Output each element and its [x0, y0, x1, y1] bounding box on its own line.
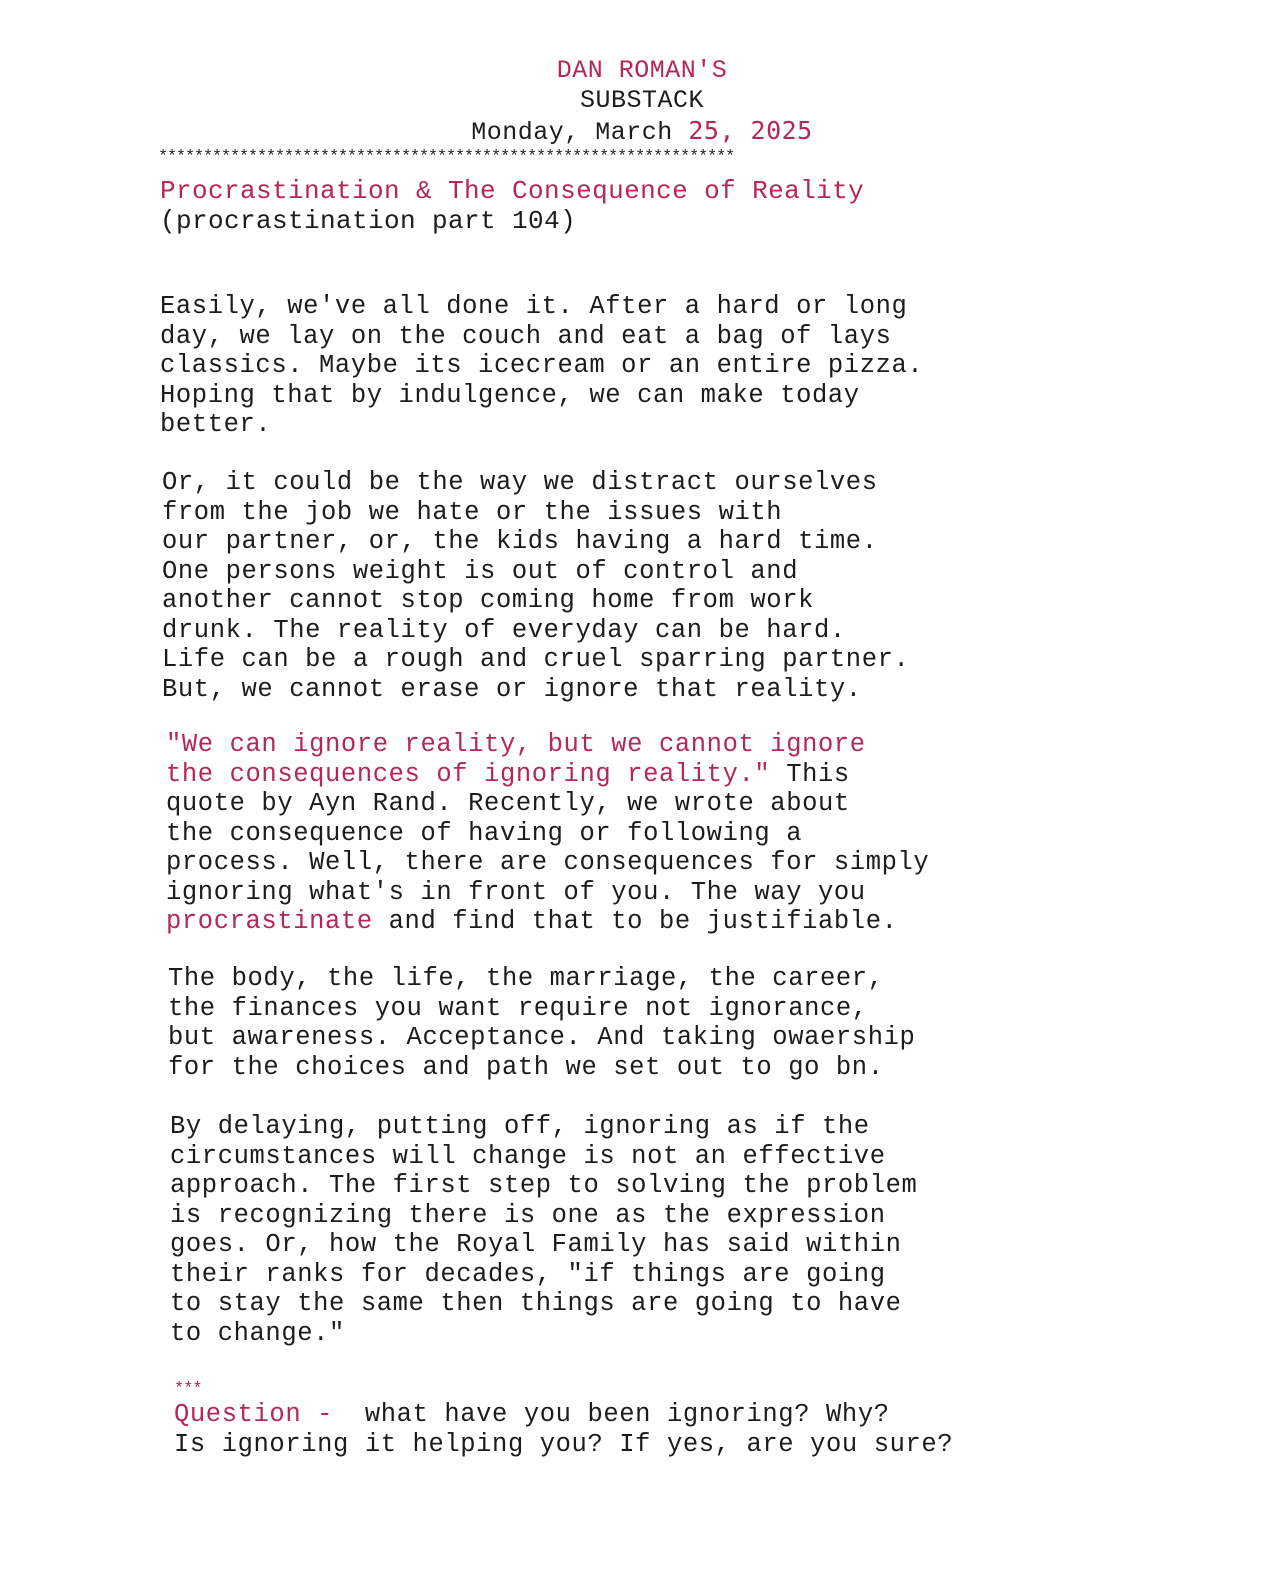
post-date [0, 116, 1284, 148]
question-line [174, 1400, 953, 1430]
paragraph-2 [162, 468, 909, 704]
paragraph-line: is recognizing there is one as the expression [170, 1200, 886, 1230]
paragraph-line: But, we cannot erase or ignore that reality. [162, 674, 862, 704]
author-name: DAN ROMAN'S [556, 56, 728, 85]
quote-attribution-start: This [770, 759, 850, 789]
question-text: what have you been ignoring? Why? [333, 1400, 890, 1429]
paragraph-5 [170, 1112, 917, 1348]
paragraph-line: to change." [170, 1318, 345, 1348]
paragraph-line: the finances you want require not ignorance, [168, 993, 868, 1023]
paragraph-4 [168, 964, 915, 1082]
quote-line: "We can ignore reality, but we cannot ignore [166, 730, 866, 759]
paragraph-line: but awareness. Acceptance. And taking owaership [168, 1023, 916, 1052]
paragraph-line: for the choices and path we set out to go bn. [168, 1052, 884, 1082]
paragraph-line: the consequence of having or following a [166, 818, 803, 848]
paragraph-line: Hoping that by indulgence, we can make today [160, 380, 860, 410]
paragraph-line: our partner, or, the kids having a hard time. [162, 527, 878, 556]
paragraph-line: from the job we hate or the issues with [162, 497, 783, 527]
paragraph-line: drunk. The reality of everyday can be hard. [162, 615, 846, 645]
publication-name: SUBSTACK [579, 86, 705, 115]
paragraph-line: another cannot stop coming home from work [162, 586, 815, 615]
paragraph-line: The body, the life, the marriage, the career, [168, 964, 884, 993]
paragraph-line: day, we lay on the couch and eat a bag of lays [160, 321, 892, 351]
paragraph-line: ignoring what's in front of you. The way you [166, 877, 866, 907]
article-title: Procrastination & The Consequence of Reality [160, 176, 865, 206]
paragraph-line: process. Well, there are consequences for simply [166, 848, 930, 877]
line-text: and find that to be justifiable. [372, 907, 898, 936]
paragraph-line: Easily, we've all done it. After a hard or long [160, 292, 908, 321]
date-prefix: Monday, March [471, 118, 689, 147]
article-subtitle: (procrastination part 104) [160, 206, 577, 236]
highlight-word: procrastinate [166, 907, 373, 936]
paragraph-1 [160, 292, 923, 440]
paragraph-line: their ranks for decades, "if things are going [170, 1259, 886, 1289]
paragraph-line: to stay the same then things are going to have [170, 1289, 902, 1318]
paragraph-line: better. [160, 410, 272, 439]
date-highlight: 25, 2025 [688, 116, 813, 145]
paragraph-line: Life can be a rough and cruel sparring partner. [162, 645, 910, 674]
asterisk-divider: **************************************************************** [158, 148, 735, 167]
question-label: Question - [174, 1400, 334, 1429]
question-line: Is ignoring it helping you? If yes, are you sure? [174, 1430, 954, 1459]
closing-question [174, 1400, 953, 1460]
paragraph-line: One persons weight is out of control and [162, 556, 799, 586]
closing-separator: *** [174, 1380, 202, 1399]
quote-line: the consequences of ignoring reality." [166, 759, 771, 789]
paragraph-line [166, 760, 929, 790]
paragraph-line: Or, it could be the way we distract ourselves [162, 468, 878, 497]
paragraph-line: approach. The first step to solving the problem [170, 1171, 918, 1200]
paragraph-3-quote [166, 730, 929, 937]
paragraph-line: quote by Ayn Rand. Recently, we wrote about [166, 789, 850, 818]
paragraph-line [166, 907, 929, 937]
paragraph-line: classics. Maybe its icecream or an entire pizza. [160, 351, 924, 380]
paragraph-line: circumstances will change is not an effective [170, 1141, 886, 1171]
paragraph-line: By delaying, putting off, ignoring as if the [170, 1112, 870, 1141]
paragraph-line: goes. Or, how the Royal Family has said within [170, 1230, 902, 1259]
